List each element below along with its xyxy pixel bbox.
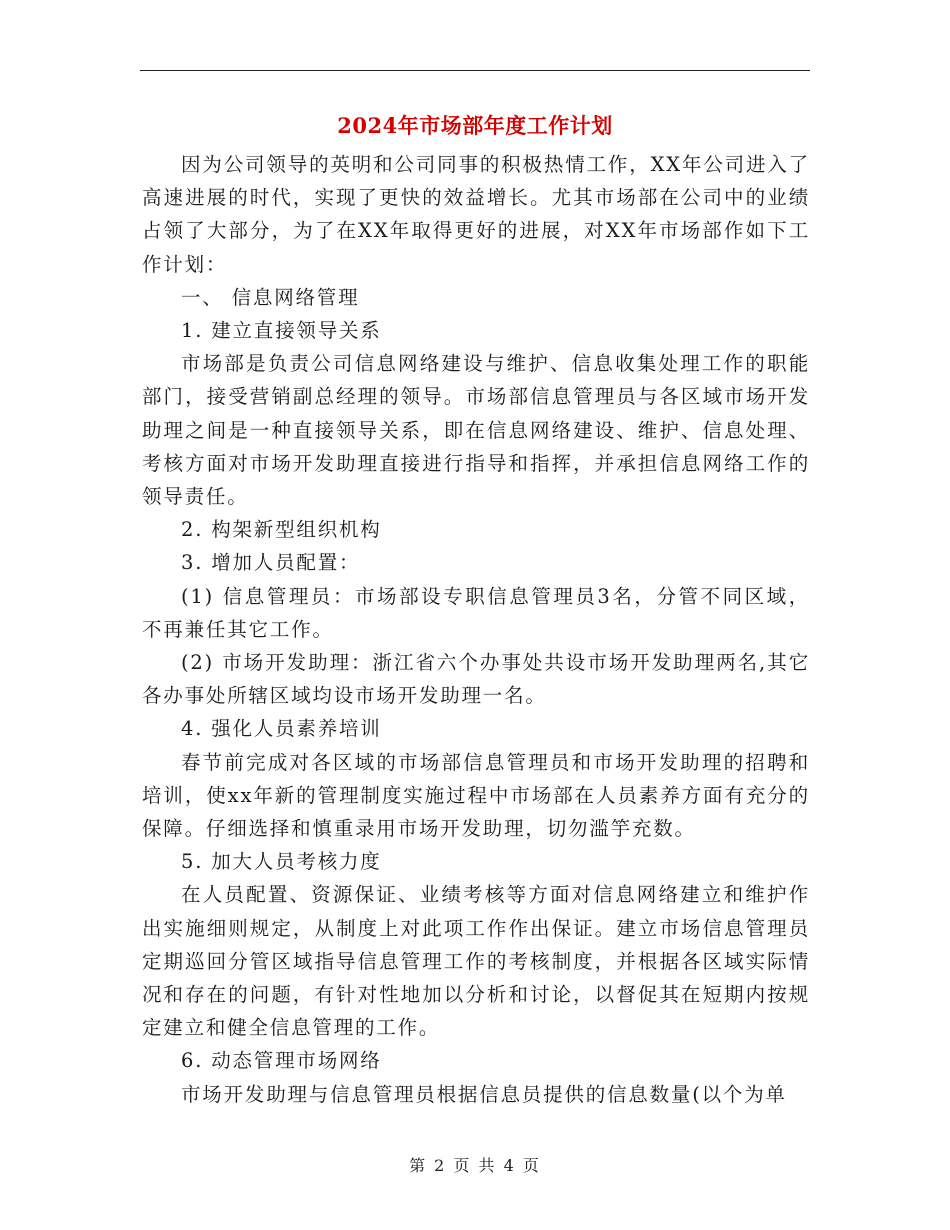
subheading-direct-leadership: 1. 建立直接领导关系: [181, 319, 382, 343]
subheading-staffing: 3. 增加人员配置：: [181, 551, 361, 575]
paragraph-dynamic-management: 市场开发助理与信息管理员根据信息员提供的信息数量(以个为单: [181, 1082, 787, 1106]
section-heading-info-network: 一、 信息网络管理: [181, 285, 360, 309]
page-number: 第 2 页 共 4 页: [409, 1156, 541, 1175]
subheading-dynamic-management: 6. 动态管理市场网络: [181, 1049, 382, 1073]
paragraph-training: 春节前完成对各区域的市场部信息管理员和市场开发助理的招聘和培训，使xx年新的管理制度实施过程中市场部在人员素养方面有充分的保障。仔细选择和慎重录用市场开发助理，切勿滥竽充数。: [142, 750, 810, 841]
paragraph-intro: 因为公司领导的英明和公司同事的积极热情工作，XX年公司进入了高速进展的时代，实现了更快的效益增长。尤其市场部在公司中的业绩占领了大部分，为了在XX年取得更好的进展，对XX年市场部作如下工作计划：: [142, 153, 810, 276]
paragraph-direct-leadership: 市场部是负责公司信息网络建设与维护、信息收集处理工作的职能部门，接受营销副总经理的领导。市场部信息管理员与各区域市场开发助理之间是一种直接领导关系，即在信息网络建设、维护、信息处理、考核方面对市场开发助理直接进行指导和指挥，并承担信息网络工作的领导责任。: [142, 352, 810, 509]
document-title: 2024年市场部年度工作计划: [337, 113, 613, 138]
document-body: [142, 148, 810, 1111]
paragraph-assessment: 在人员配置、资源保证、业绩考核等方面对信息网络建立和维护作出实施细则规定，从制度上对此项工作作出保证。建立市场信息管理员定期巡回分管区域指导信息管理工作的考核制度，并根据各区域实际情况和存在的问题，有针对性地加以分析和讨论，以督促其在短期内按规定建立和健全信息管理的工作。: [142, 883, 810, 1040]
subheading-organization: 2. 构架新型组织机构: [181, 518, 382, 542]
list-item-market-assistant: (2) 市场开发助理：浙江省六个办事处共设市场开发助理两名,其它各办事处所辖区域均设市场开发助理一名。: [142, 651, 810, 708]
subheading-assessment: 5. 加大人员考核力度: [181, 850, 382, 874]
list-item-info-manager: (1) 信息管理员：市场部设专职信息管理员3名，分管不同区域，不再兼任其它工作。: [142, 584, 810, 641]
header-rule: [140, 70, 810, 71]
subheading-training: 4. 强化人员素养培训: [181, 717, 382, 741]
